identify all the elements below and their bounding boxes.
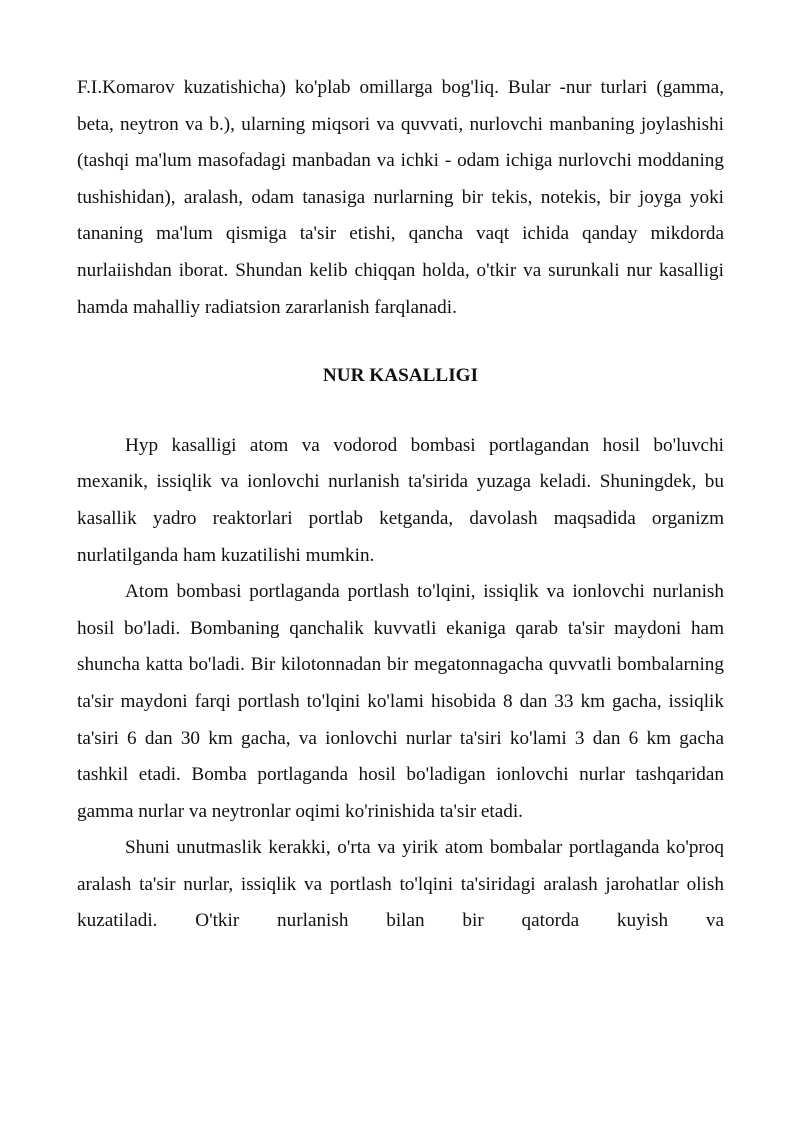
document-page	[77, 70, 724, 940]
body-paragraph-2: Atom bombasi portlaganda portlash to'lqini, issiqlik va ionlovchi nurlanish hosil bo'ladi. Bombaning qanchalik kuvvatli ekaniga qarab ta'sir maydoni ham shuncha katta bo'ladi. Bir kilotonnadan bir megatonnagacha quvvatli bombalarning ta'sir maydoni farqi portlash to'lqini ko'lami hisobida 8 dan 33 km gacha, issiqlik ta'siri 6 dan 30 km gacha, va ionlovchi nurlar ta'siri ko'lami 3 dan 6 km gacha tashkil etadi. Bomba portlaganda hosil bo'ladigan ionlovchi nurlar tashqaridan gamma nurlar va neytronlar oqimi ko'rinishida ta'sir etadi.	[77, 581, 724, 822]
body-paragraph-3: Shuni unutmaslik kerakki, o'rta va yirik atom bombalar portlaganda ko'proq aralash ta'sir nurlar, issiqlik va portlash to'lqini ta'siridagi aralash jarohatlar olish kuzatiladi. O'tkir nurlanish bilan bir qatorda kuyish va	[77, 837, 724, 932]
body-paragraph-1: Hyp kasalligi atom va vodorod bombasi portlagandan hosil bo'luvchi mexanik, issiqlik va ionlovchi nurlanish ta'sirida yuzaga keladi. Shuningdek, bu kasallik yadro reaktorlari portlab ketganda, davolash maqsadida organizm nurlatilganda ham kuzatilishi mumkin.	[77, 434, 724, 566]
intro-paragraph: F.I.Komarov kuzatishicha) ko'plab omillarga bog'liq. Bular -nur turlari (gamma, beta, neytron va b.), ularning miqsori va quvvati, nurlovchi manbaning joylashishi (tashqi ma'lum masofadagi manbadan va ichki - odam ichiga nurlovchi moddaning tushishidan), aralash, odam tanasiga nurlarning bir tekis, notekis, bir joyga yoki tananing ma'lum qismiga ta'sir etishi, qancha vaqt ichida qanday mikdorda nurlaiishdan iborat. Shundan kelib chiqqan holda, o'tkir va surunkali nur kasalligi hamda mahalliy radiatsion zararlanish farqlanadi.	[77, 77, 724, 318]
section-heading: NUR KASALLIGI	[322, 365, 479, 387]
